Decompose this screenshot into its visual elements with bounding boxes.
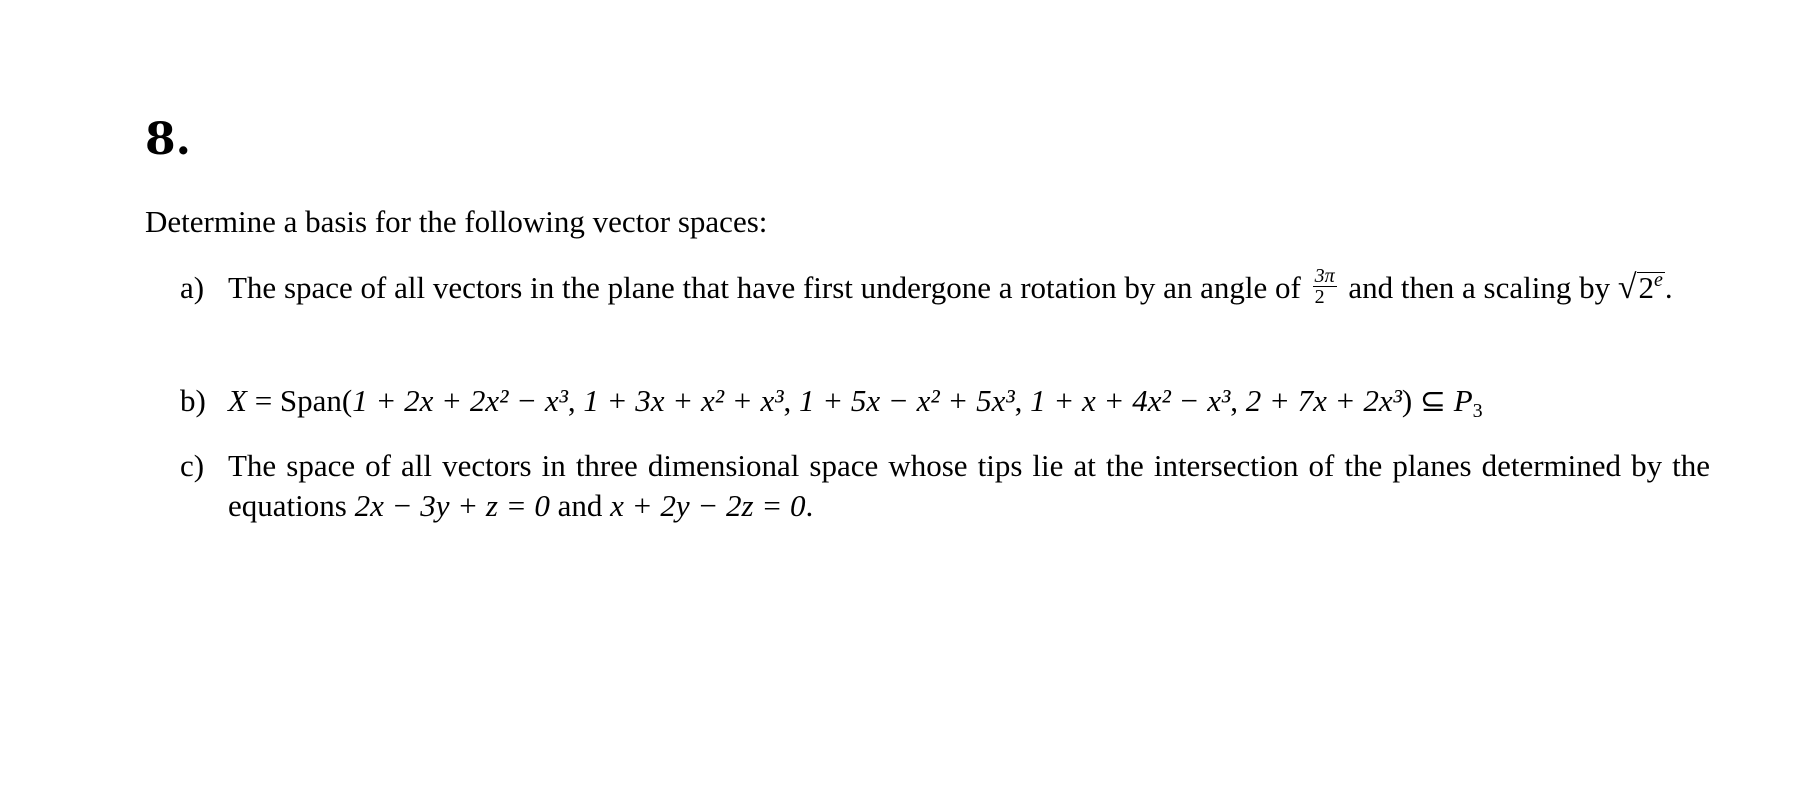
polynomial-3: 1 + 5x − x² + 5x³: [799, 383, 1015, 418]
span-open: = Span(: [246, 383, 353, 418]
item-b: [180, 381, 1710, 421]
problem-intro: Determine a basis for the following vector spaces:: [145, 204, 768, 239]
polynomial-space: P: [1453, 383, 1473, 418]
item-b-body: X = Span(1 + 2x + 2x² − x³, 1 + 3x + x² + x³, 1 + 5x − x² + 5x³, 1 + x + 4x² − x³, 2 + 7x + 2x³) ⊆ $P_3$: [228, 383, 1483, 422]
polynomial-4: 1 + x + 4x² − x³: [1030, 383, 1231, 418]
polynomial-2: 1 + 3x + x² + x³: [583, 383, 784, 418]
set-name: X: [228, 383, 247, 418]
item-a-label: a): [180, 270, 205, 305]
item-c-text-before: The space of all vectors in three dimensional space whose tips lie at the intersection of the planes determined by the equations: [228, 448, 1710, 523]
angle-fraction: [1313, 266, 1337, 307]
sqrt-base: 2: [1638, 270, 1655, 305]
item-b-label: b): [180, 383, 206, 418]
polynomial-5: 2 + 7x + 2x³: [1245, 383, 1402, 418]
angle-numerator: 3π: [1314, 265, 1335, 288]
subset-symbol: ) ⊆: [1401, 383, 1454, 418]
plane-equation-2: x + 2y − 2z = 0: [610, 488, 806, 523]
polynomial-1: 1 + 2x + 2x² − x³: [352, 383, 568, 418]
sqrt-expression: [1618, 268, 1665, 308]
problem-number: 8.: [145, 114, 191, 165]
item-c-label: c): [180, 448, 205, 483]
item-c-conjunction: and: [557, 488, 603, 523]
angle-denominator: 2: [1314, 286, 1325, 309]
item-a-text-before: The space of all vectors in the plane that have first undergone a rotation by an angle of: [228, 270, 1301, 305]
item-c-text-end: .: [805, 488, 814, 523]
polynomial-space-degree: 3: [1472, 400, 1483, 422]
radicand: [1637, 269, 1665, 305]
radical-sign: √: [1617, 269, 1637, 306]
item-c-body: [228, 446, 1710, 526]
item-c: [180, 446, 1710, 526]
plane-equation-1: 2x − 3y + z = 0: [354, 488, 550, 523]
item-a-text-end: .: [1664, 270, 1673, 305]
sqrt-exponent: e: [1654, 269, 1663, 291]
item-a-body: [228, 265, 1710, 311]
item-a: [180, 265, 1710, 311]
item-a-text-middle: and then a scaling by: [1348, 270, 1611, 305]
